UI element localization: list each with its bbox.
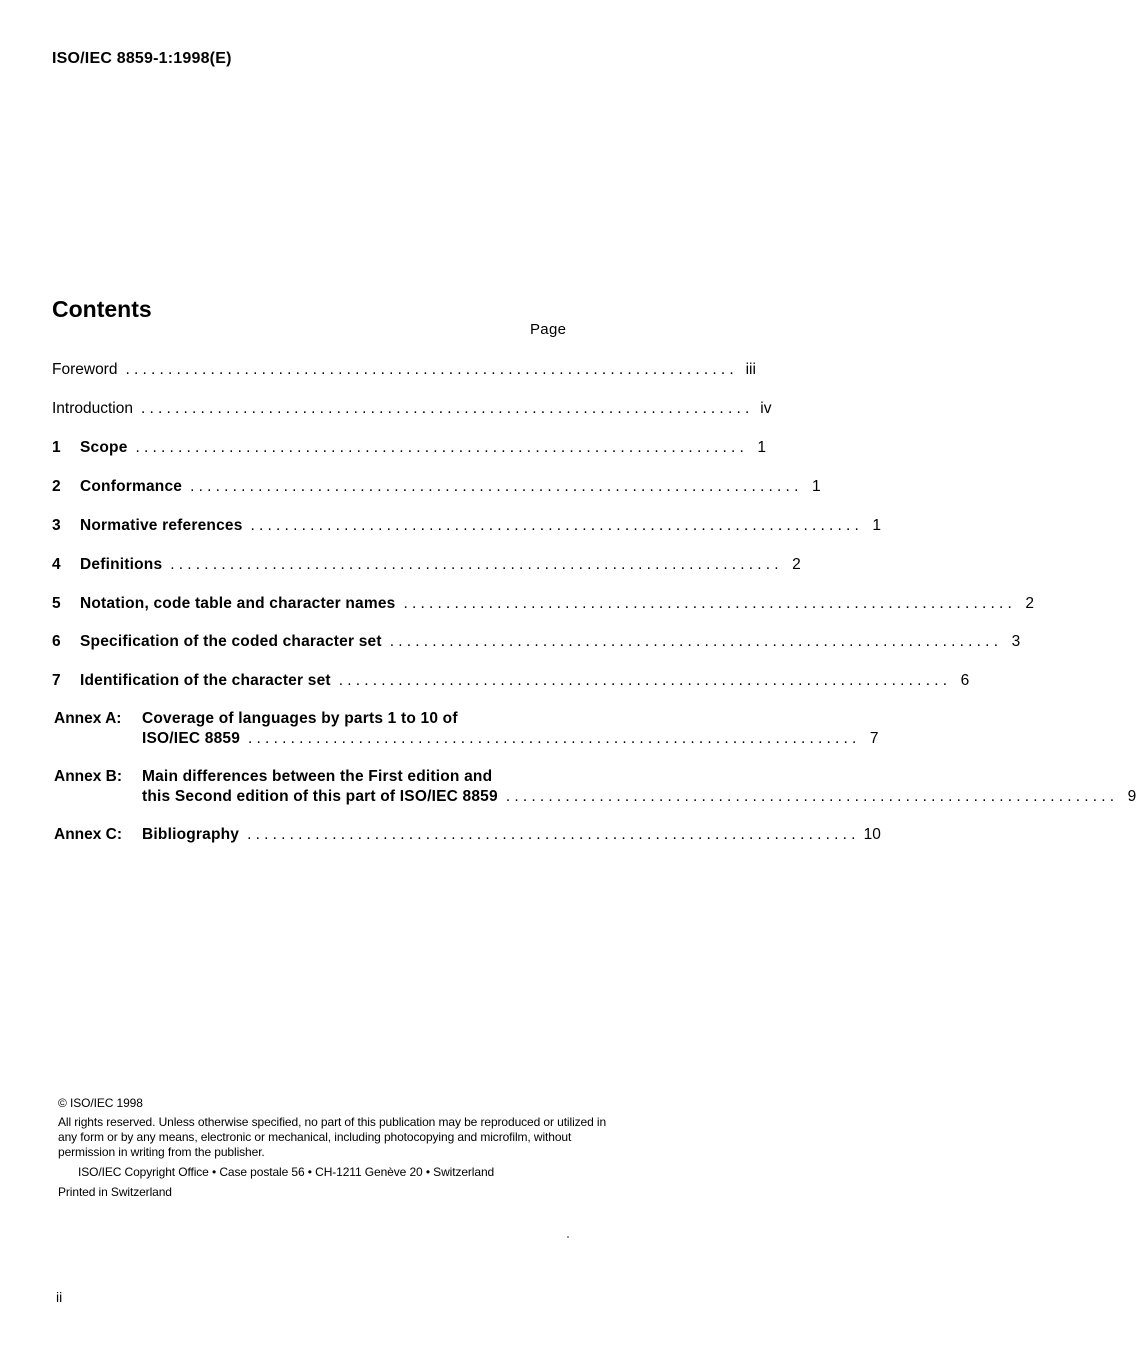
toc-entry-page: 3	[1011, 633, 1021, 650]
toc-entry-number: 7	[52, 672, 61, 689]
copyright-notice	[58, 1096, 618, 1200]
annex-title-line2: ISO/IEC 8859	[142, 730, 241, 747]
toc-entry-scope[interactable]	[52, 438, 766, 458]
toc-entry-page: 1	[811, 478, 821, 495]
toc-entry-definitions[interactable]	[52, 555, 801, 575]
toc-entry-label: Foreword	[52, 361, 118, 378]
toc-entry-annex-c[interactable]	[52, 825, 881, 845]
toc-entry-label: Bibliography	[142, 826, 240, 843]
toc-entry-notation[interactable]	[52, 594, 1034, 614]
toc-entry-number: 4	[52, 556, 61, 573]
toc-entry-number: 5	[52, 595, 61, 612]
toc-entry-label: Identification of the character set	[80, 672, 331, 689]
toc-entry-number: 1	[52, 439, 61, 456]
toc-entry-page: 1	[757, 439, 766, 456]
annex-title-line1: Coverage of languages by parts 1 to 10 of	[142, 710, 458, 727]
leader-dots: ........................................................................	[135, 439, 748, 456]
copyright-office-address: ISO/IEC Copyright Office • Case postale 56 • CH-1211 Genève 20 • Switzerland	[78, 1165, 495, 1179]
toc-entry-number: 6	[52, 633, 61, 650]
toc-entry-specification[interactable]	[52, 632, 1021, 652]
annex-tag: Annex A:	[54, 710, 122, 727]
toc-entry-label: Normative references	[80, 517, 243, 534]
contents-title: Contents	[52, 296, 152, 322]
leader-dots: ........................................................................	[247, 826, 860, 843]
leader-dots: ........................................................................	[170, 556, 783, 573]
leader-dots: ........................................................................	[389, 633, 1003, 650]
toc-entry-foreword[interactable]	[52, 360, 756, 380]
printed-in: Printed in Switzerland	[58, 1185, 172, 1199]
leader-dots: ........................................................................	[248, 730, 861, 747]
toc-entry-page: 10	[863, 826, 881, 843]
annex-tag: Annex B:	[54, 768, 123, 785]
leader-dots: ........................................................................	[190, 478, 803, 495]
page-column-heading: Page	[530, 321, 567, 338]
toc-entry-normative-references[interactable]	[52, 516, 881, 536]
document-id: ISO/IEC 8859-1:1998(E)	[52, 50, 232, 67]
toc-entry-page: 7	[869, 730, 879, 747]
toc-entry-conformance[interactable]	[52, 477, 821, 497]
annex-title-line2: this Second edition of this part of ISO/IEC 8859	[142, 788, 498, 805]
toc-entry-page: 2	[1025, 595, 1034, 612]
toc-entry-label: Definitions	[80, 556, 163, 573]
toc-entry-label: Introduction	[52, 400, 133, 417]
leader-dots: ........................................................................	[403, 595, 1016, 612]
leader-dots: ........................................................................	[141, 400, 754, 417]
leader-dots: ........................................................................	[505, 788, 1119, 805]
rights-statement: All rights reserved. Unless otherwise specified, no part of this publication may be reproduced or utilized in any form or by any means, electronic or mechanical, including photocopying and microfilm, without permission in writing from the publisher.	[58, 1115, 607, 1159]
toc-entry-number: 2	[52, 478, 61, 495]
toc-entry-label: Scope	[80, 439, 128, 456]
toc-entry-page: 9	[1127, 788, 1136, 805]
leader-dots: ........................................................................	[250, 517, 863, 534]
copyright-line: © ISO/IEC 1998	[58, 1096, 143, 1110]
toc-entry-page: iv	[760, 400, 772, 417]
scan-speck	[567, 1236, 569, 1238]
leader-dots: ........................................................................	[338, 672, 952, 689]
toc-entry-identification[interactable]	[52, 671, 970, 691]
toc-entry-number: 3	[52, 517, 61, 534]
annex-title-line1: Main differences between the First edition and	[142, 768, 493, 785]
page-number: ii	[56, 1289, 63, 1305]
toc-entry-page: 2	[792, 556, 801, 573]
leader-dots: ........................................................................	[125, 361, 738, 378]
toc-entry-page: 1	[872, 517, 881, 534]
toc-entry-label: Specification of the coded character set	[80, 633, 382, 650]
annex-tag: Annex C:	[54, 826, 123, 843]
toc-entry-page: iii	[745, 361, 756, 378]
toc-entry-annex-a[interactable]	[52, 709, 879, 749]
toc-entry-label: Notation, code table and character names	[80, 595, 396, 612]
toc-entry-annex-b[interactable]	[52, 767, 1136, 807]
toc-entry-page: 6	[960, 672, 970, 689]
toc-entry-label: Conformance	[80, 478, 183, 495]
toc-entry-introduction[interactable]	[52, 399, 772, 419]
